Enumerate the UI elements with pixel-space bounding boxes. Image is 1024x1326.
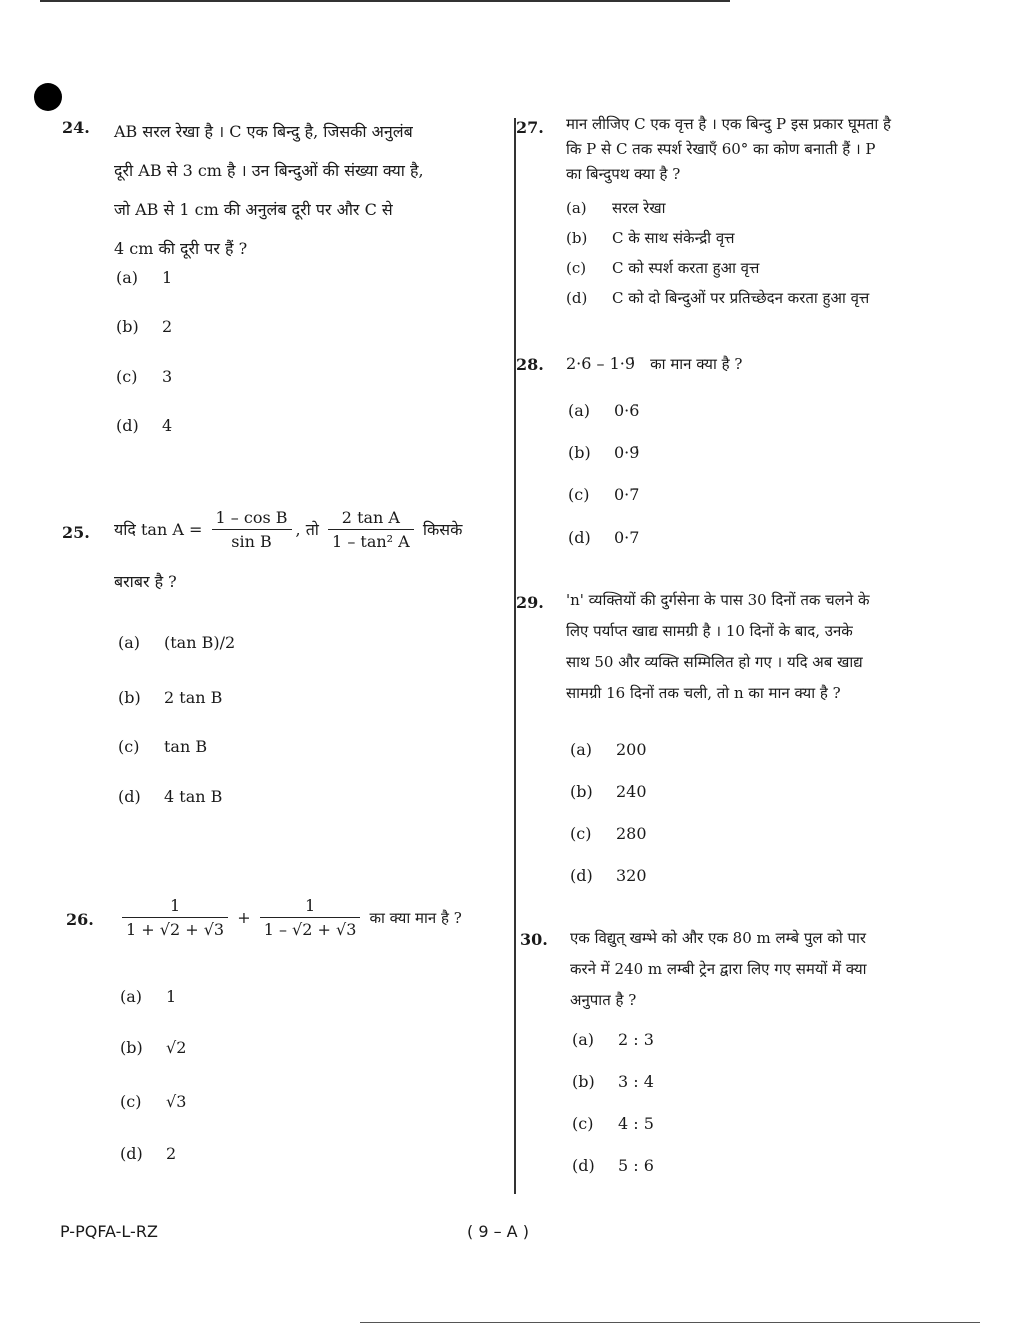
- question-line: का बिन्दुपथ क्या है ?: [566, 165, 681, 183]
- option-d[interactable]: (d) 320: [570, 866, 647, 885]
- option-b[interactable]: (b) 3 : 4: [572, 1072, 654, 1091]
- option-a[interactable]: (a) 200: [570, 740, 647, 759]
- option-d[interactable]: (d) C को दो बिन्दुओं पर प्रतिच्छेदन करता हुआ वृत्त: [566, 289, 870, 307]
- question-text: [566, 585, 966, 709]
- bottom-rule: [360, 1322, 980, 1323]
- question-text: यदि tan A = $\frac{\text{1 – cos B}}{\text{sin B}}$ , तो $\frac{\text{2 tan A}}{\text{1 – tan² A}}$ किसके: [114, 508, 463, 551]
- question-line: दूरी AB से 3 cm है । उन बिन्दुओं की संख्या क्या है,: [114, 161, 424, 180]
- question-line: बराबर है ?: [114, 572, 177, 591]
- option-c[interactable]: (c) tan B: [118, 737, 208, 756]
- booklet-code: P-PQFA-L-RZ: [60, 1222, 158, 1241]
- question-text: $\frac{1}{1 + √2 + √3}$ + $\frac{1}{1 - √2 + √3}$ का क्या मान है ?: [118, 896, 510, 941]
- question-number: 24.: [62, 118, 90, 137]
- option-a[interactable]: (a) 1: [116, 268, 173, 287]
- option-d[interactable]: (d) 5 : 6: [572, 1156, 654, 1175]
- top-rule: [40, 0, 730, 2]
- option-c[interactable]: (c) C को स्पर्श करता हुआ वृत्त: [566, 259, 760, 277]
- question-line: करने में 240 m लम्बी ट्रेन द्वारा लिए गए समयों में क्या: [570, 960, 867, 978]
- question-number: 28.: [516, 355, 544, 374]
- option-d[interactable]: (d) 2: [120, 1144, 177, 1163]
- option-b[interactable]: (b) 240: [570, 782, 647, 801]
- question-number: 29.: [516, 593, 544, 612]
- option-c[interactable]: (c) 4 : 5: [572, 1114, 654, 1133]
- page-number: ( 9 – A ): [467, 1222, 529, 1241]
- question-text: [570, 923, 966, 1016]
- question-number: 30.: [520, 930, 548, 949]
- option-d[interactable]: (d) 4 tan B: [118, 787, 223, 806]
- option-b[interactable]: (b) 0·9̄: [568, 443, 640, 462]
- question-line: 'n' व्यक्तियों की दुर्गसेना के पास 30 दिनों तक चलने के: [566, 591, 870, 609]
- option-d[interactable]: (d) 4: [116, 416, 173, 435]
- option-d[interactable]: (d) 0·7: [568, 528, 640, 547]
- question-line: 4 cm की दूरी पर हैं ?: [114, 239, 248, 258]
- fraction: $\frac{\text{2 tan A}}{\text{1 – tan² A}}$: [328, 508, 414, 553]
- question-line: साथ 50 और व्यक्ति सम्मिलित हो गए । यदि अब खाद्य: [566, 653, 863, 671]
- option-c[interactable]: (c) 0·7̄: [568, 485, 640, 504]
- option-a[interactable]: (a) (tan B)/2: [118, 633, 236, 652]
- question-line: AB सरल रेखा है । C एक बिन्दु है, जिसकी अनुलंब: [114, 122, 413, 141]
- question-text: 2·6̄ – 1·9̄ का मान क्या है ?: [566, 354, 743, 373]
- question-line: लिए पर्याप्त खाद्य सामग्री है । 10 दिनों के बाद, उनके: [566, 622, 853, 640]
- option-a[interactable]: (a) 1: [120, 987, 177, 1006]
- question-line: अनुपात है ?: [570, 991, 637, 1009]
- question-number: 27.: [516, 118, 544, 137]
- option-b[interactable]: (b) √2: [120, 1038, 187, 1057]
- option-a[interactable]: (a) 0·6̄: [568, 401, 640, 420]
- fraction: $\frac{\text{1 – cos B}}{\text{sin B}}$: [212, 508, 292, 553]
- question-line: कि P से C तक स्पर्श रेखाएँ 60° का कोण बनाती हैं । P: [566, 140, 876, 158]
- question-number: 25.: [62, 523, 90, 542]
- option-b[interactable]: (b) C के साथ संकेन्द्री वृत्त: [566, 229, 735, 247]
- option-c[interactable]: (c) √3: [120, 1092, 187, 1111]
- option-a[interactable]: (a) सरल रेखा: [566, 199, 666, 217]
- question-line: जो AB से 1 cm की अनुलंब दूरी पर और C से: [114, 200, 393, 219]
- option-b[interactable]: (b) 2: [116, 317, 173, 336]
- question-line: मान लीजिए C एक वृत्त है । एक बिन्दु P इस प्रकार घूमता है: [566, 115, 891, 133]
- question-text: [566, 112, 966, 187]
- question-number: 26.: [66, 910, 94, 929]
- fraction: $\frac{1}{1 - √2 + √3}$: [260, 896, 361, 941]
- column-divider: [514, 118, 516, 1194]
- option-b[interactable]: (b) 2 tan B: [118, 688, 223, 707]
- fraction: $\frac{1}{1 + √2 + √3}$: [122, 896, 228, 941]
- option-c[interactable]: (c) 3: [116, 367, 173, 386]
- registration-dot-icon: [34, 83, 62, 111]
- question-text: [114, 112, 504, 268]
- question-line: सामग्री 16 दिनों तक चली, तो n का मान क्या है ?: [566, 684, 841, 702]
- question-line: एक विद्युत् खम्भे को और एक 80 m लम्बे पुल को पार: [570, 929, 867, 947]
- option-a[interactable]: (a) 2 : 3: [572, 1030, 654, 1049]
- option-c[interactable]: (c) 280: [570, 824, 647, 843]
